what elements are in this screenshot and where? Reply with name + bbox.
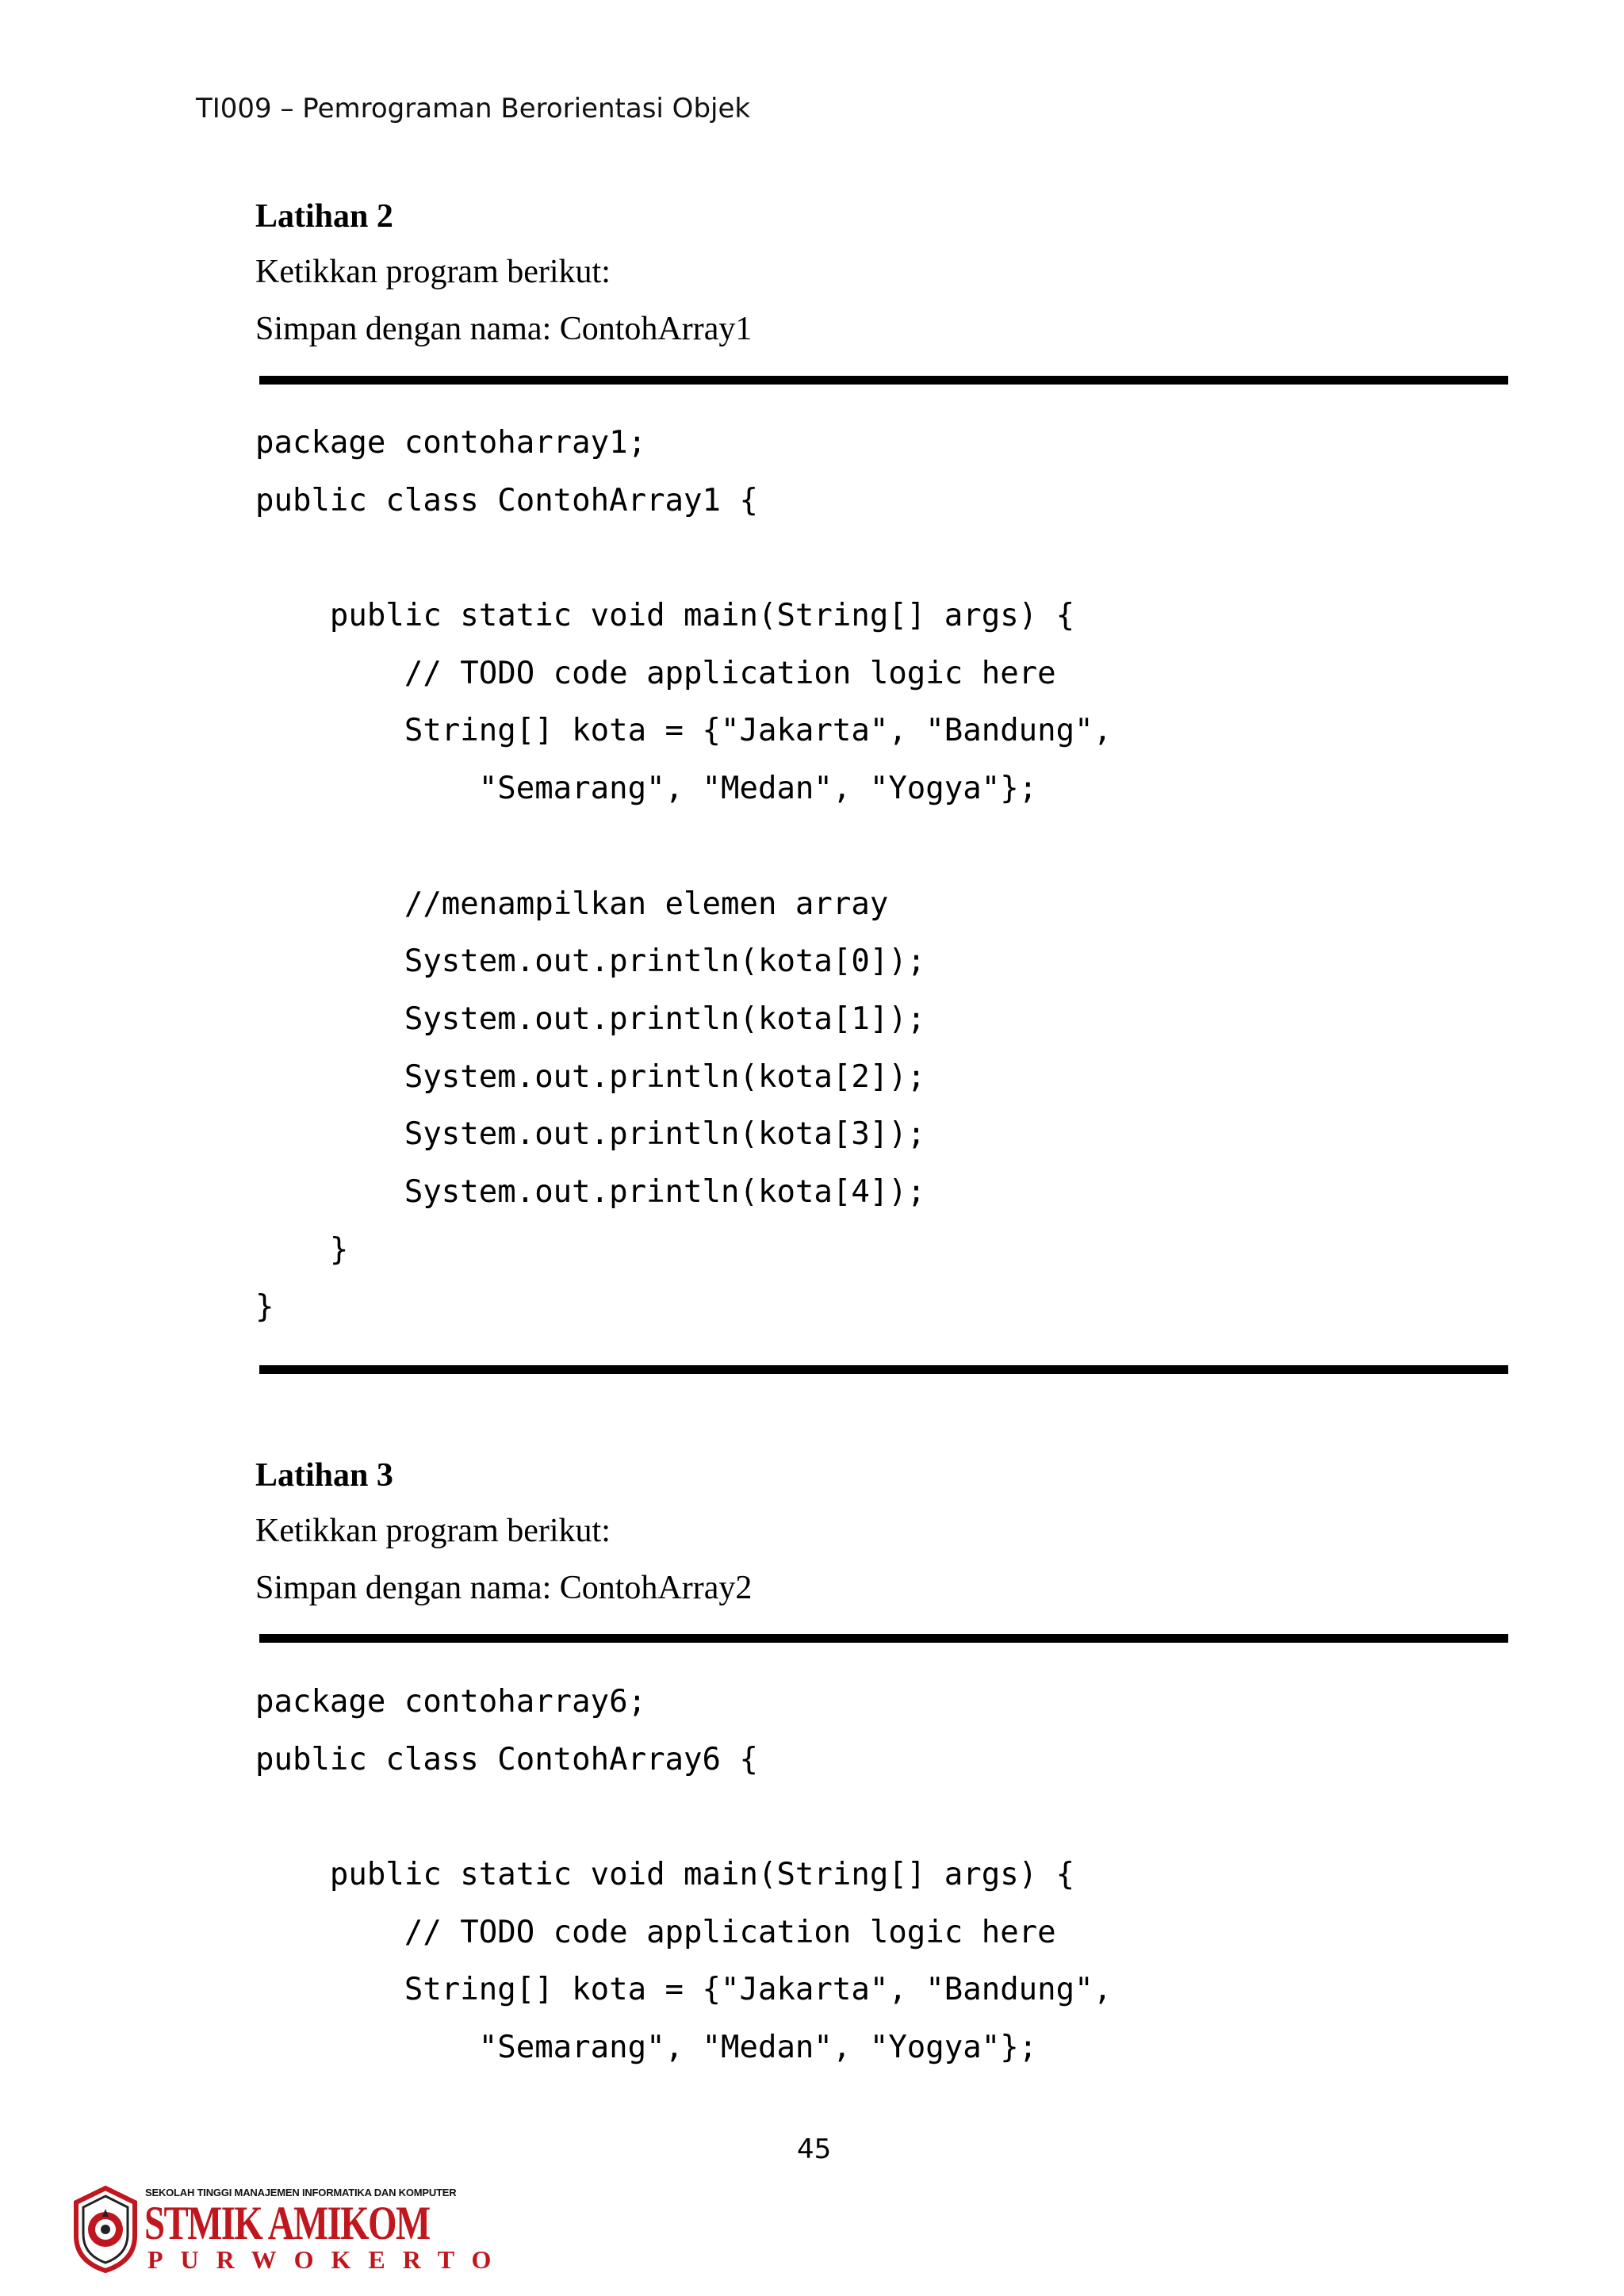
institution-logo: [71, 2182, 509, 2277]
code-line: "Semarang", "Medan", "Yogya"};: [255, 2030, 1038, 2066]
section-filename: Simpan dengan nama: ContohArray2: [255, 1570, 753, 1606]
code-block-latihan-3: [255, 1674, 1112, 2077]
code-line: String[] kota = {"Jakarta", "Bandung",: [255, 713, 1113, 749]
code-line: System.out.println(kota[4]);: [255, 1173, 926, 1210]
logo-tagline: SEKOLAH TINGGI MANAJEMEN INFORMATIKA DAN KOMPUTER: [145, 2187, 457, 2198]
code-line: System.out.println(kota[2]);: [255, 1058, 926, 1095]
code-line: [255, 530, 1112, 587]
code-line: // TODO code application logic here: [255, 655, 1056, 691]
code-block-latihan-2: [255, 415, 1112, 1337]
amikom-emblem-icon: [71, 2185, 140, 2274]
section-title-latihan-2: Latihan 2: [255, 198, 393, 235]
code-line: System.out.println(kota[1]);: [255, 1001, 926, 1037]
code-line: public class ContohArray1 {: [255, 482, 758, 519]
code-line: public static void main(String[] args) {: [255, 1857, 1075, 1893]
code-line: [255, 818, 1112, 876]
code-line: }: [255, 1289, 274, 1326]
code-top-rule: [259, 1634, 1508, 1643]
section-instruction: Ketikkan program berikut:: [255, 254, 611, 290]
logo-name: STMIK AMIKOM: [144, 2197, 430, 2249]
code-top-rule: [259, 376, 1508, 385]
logo-city: PURWOKERTO: [147, 2245, 509, 2274]
code-line: String[] kota = {"Jakarta", "Bandung",: [255, 1972, 1113, 2008]
code-bottom-rule: [259, 1365, 1508, 1374]
code-line: // TODO code application logic here: [255, 1914, 1056, 1950]
code-line: [255, 1789, 1112, 1846]
section-filename: Simpan dengan nama: ContohArray1: [255, 311, 753, 347]
code-line: "Semarang", "Medan", "Yogya"};: [255, 771, 1038, 807]
page-header: TI009 – Pemrograman Berorientasi Objek: [196, 93, 751, 124]
code-line: package contoharray6;: [255, 1684, 647, 1720]
section-instruction: Ketikkan program berikut:: [255, 1513, 611, 1549]
code-line: public static void main(String[] args) {: [255, 598, 1075, 634]
code-line: }: [255, 1231, 349, 1268]
code-line: System.out.println(kota[0]);: [255, 943, 926, 980]
section-title-latihan-3: Latihan 3: [255, 1457, 393, 1494]
code-line: package contoharray1;: [255, 425, 647, 461]
code-line: System.out.println(kota[3]);: [255, 1116, 926, 1153]
code-line: //menampilkan elemen array: [255, 886, 889, 922]
code-line: public class ContohArray6 {: [255, 1741, 758, 1777]
page-number: 45: [797, 2133, 832, 2165]
